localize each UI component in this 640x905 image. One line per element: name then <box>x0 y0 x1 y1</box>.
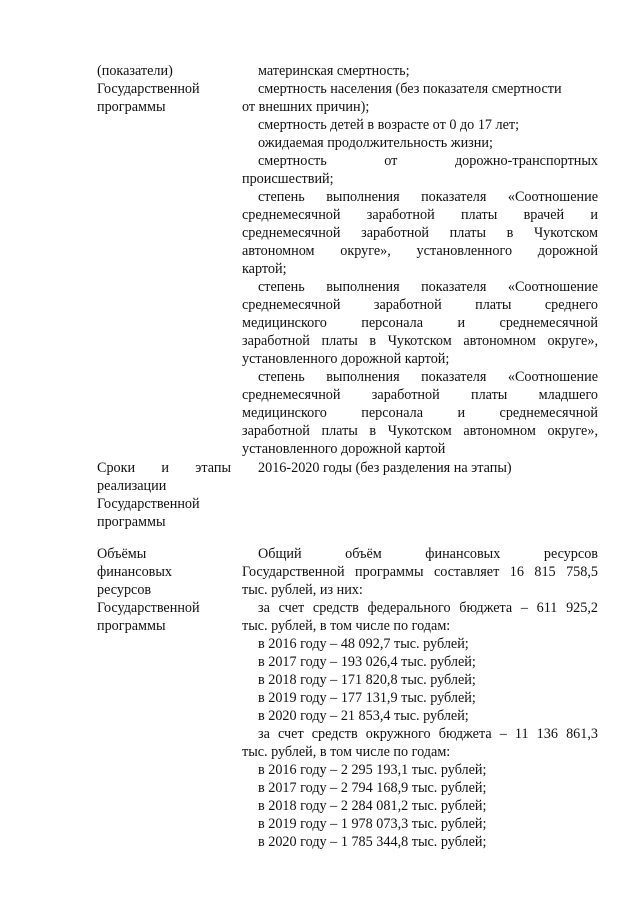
text-line: происшествий; <box>242 171 334 187</box>
text-line: тыс. рублей, из них: <box>242 582 363 598</box>
text-line: в 2016 году – 48 092,7 тыс. рублей; <box>258 636 469 652</box>
section-label <box>97 459 231 531</box>
label-line: Объёмы <box>97 546 147 562</box>
label-line: ресурсов <box>97 582 152 598</box>
text-line: степень выполнения показателя «Соотношение <box>258 189 598 205</box>
label-line: Государственной <box>97 81 200 97</box>
text-line: материнская смертность; <box>258 63 410 79</box>
text-line: в 2017 году – 2 794 168,9 тыс. рублей; <box>258 780 487 796</box>
label-line: программы <box>97 514 166 530</box>
text-line: заработной платы в Чукотском автономном округе», <box>242 423 598 439</box>
section-content <box>242 545 598 851</box>
text-line: в 2020 году – 1 785 344,8 тыс. рублей; <box>258 834 487 850</box>
text-line: за счет средств окружного бюджета – 11 136 861,3 <box>258 726 598 742</box>
section-content <box>242 459 598 477</box>
text-line: в 2016 году – 2 295 193,1 тыс. рублей; <box>258 762 487 778</box>
text-line: Государственной программы составляет 16 815 758,5 <box>242 564 598 580</box>
text-line: тыс. рублей, в том числе по годам: <box>242 618 451 634</box>
text-line: 2016-2020 годы (без разделения на этапы) <box>258 460 512 476</box>
label-line: Государственной <box>97 496 200 512</box>
text-line: медицинского персонала и среднемесячной <box>242 315 598 331</box>
text-line: тыс. рублей, в том числе по годам: <box>242 744 451 760</box>
text-line: картой; <box>242 261 287 277</box>
text-line: Общий объём финансовых ресурсов <box>258 546 598 562</box>
text-line: за счет средств федерального бюджета – 611 925,2 <box>258 600 598 616</box>
label-line: программы <box>97 618 166 634</box>
text-line: в 2018 году – 171 820,8 тыс. рублей; <box>258 672 476 688</box>
text-line: смертность детей в возрасте от 0 до 17 лет; <box>258 117 520 133</box>
label-line: Государственной <box>97 600 200 616</box>
text-line: в 2017 году – 193 026,4 тыс. рублей; <box>258 654 476 670</box>
text-line: в 2019 году – 1 978 073,3 тыс. рублей; <box>258 816 487 832</box>
section-content <box>242 62 598 458</box>
text-line: ожидаемая продолжительность жизни; <box>258 135 493 151</box>
text-line: смертность населения (без показателя смертности <box>258 81 562 97</box>
text-line: среднемесячной заработной платы среднего <box>242 297 598 313</box>
label-line: (показатели) <box>97 63 173 79</box>
text-line: медицинского персонала и среднемесячной <box>242 405 598 421</box>
text-line: среднемесячной заработной платы в Чукотском <box>242 225 598 241</box>
label-line: финансовых <box>97 564 172 580</box>
text-line: среднемесячной заработной платы младшего <box>242 387 598 403</box>
section-label <box>97 62 231 116</box>
label-line: реализации <box>97 478 167 494</box>
text-line: автономном округе», установленного дорожной <box>242 243 598 259</box>
text-line: установленного дорожной картой <box>242 441 446 457</box>
text-line: в 2018 году – 2 284 081,2 тыс. рублей; <box>258 798 487 814</box>
text-line: в 2019 году – 177 131,9 тыс. рублей; <box>258 690 476 706</box>
text-line: установленного дорожной картой; <box>242 351 450 367</box>
text-line: степень выполнения показателя «Соотношение <box>258 279 598 295</box>
text-line: степень выполнения показателя «Соотношение <box>258 369 598 385</box>
text-line: среднемесячной заработной платы врачей и <box>242 207 598 223</box>
section-label <box>97 545 231 635</box>
label-line: Сроки и этапы <box>97 460 231 476</box>
text-line: от внешних причин); <box>242 99 370 115</box>
label-line: программы <box>97 99 166 115</box>
text-line: заработной платы в Чукотском автономном округе», <box>242 333 598 349</box>
text-line: смертность от дорожно-транспортных <box>258 153 598 169</box>
text-line: в 2020 году – 21 853,4 тыс. рублей; <box>258 708 469 724</box>
